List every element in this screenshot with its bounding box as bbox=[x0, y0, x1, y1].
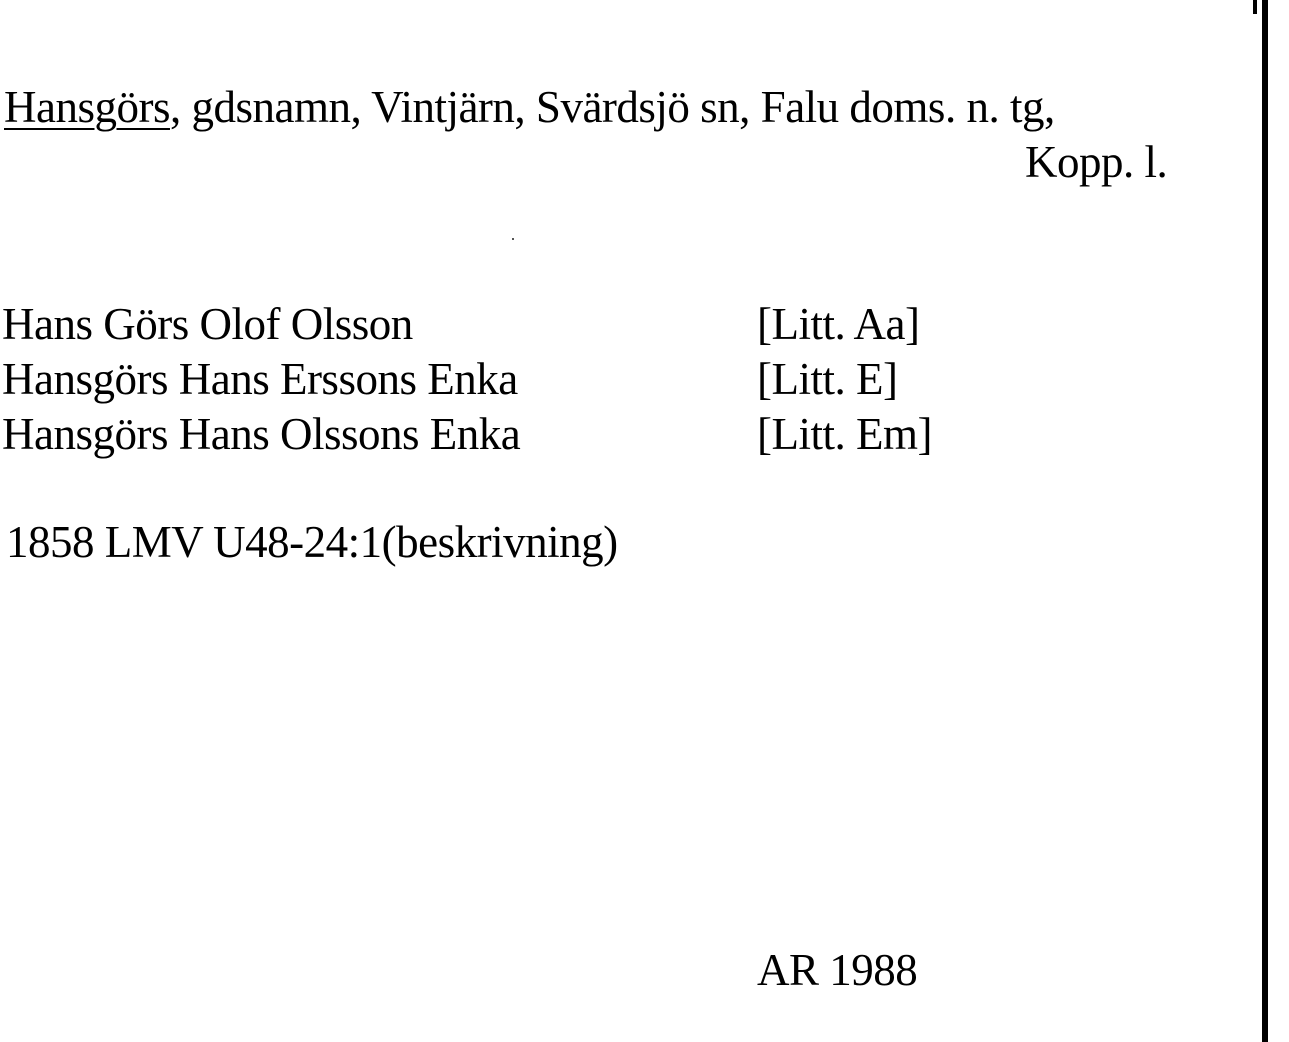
card-right-edge bbox=[1262, 0, 1268, 1042]
signature: AR 1988 bbox=[757, 945, 918, 995]
heading-description: , gdsnamn, Vintjärn, Svärdsjö sn, Falu doms. n. tg, bbox=[169, 82, 1055, 132]
entry-litt: [Litt. E] bbox=[757, 354, 898, 404]
source-reference: 1858 LMV U48-24:1(beskrivning) bbox=[6, 517, 618, 567]
entry-name: Hans Görs Olof Olsson bbox=[2, 299, 413, 349]
entry-litt: [Litt. Em] bbox=[757, 409, 932, 459]
card-heading bbox=[4, 82, 1055, 132]
scan-speck bbox=[512, 238, 514, 240]
entry-name: Hansgörs Hans Olssons Enka bbox=[2, 409, 521, 459]
scan-edge-tick bbox=[1253, 0, 1257, 14]
entry-litt: [Litt. Aa] bbox=[757, 299, 920, 349]
headword: Hansgörs bbox=[4, 82, 170, 132]
heading-continuation: Kopp. l. bbox=[1025, 137, 1168, 187]
entry-name: Hansgörs Hans Erssons Enka bbox=[2, 354, 518, 404]
